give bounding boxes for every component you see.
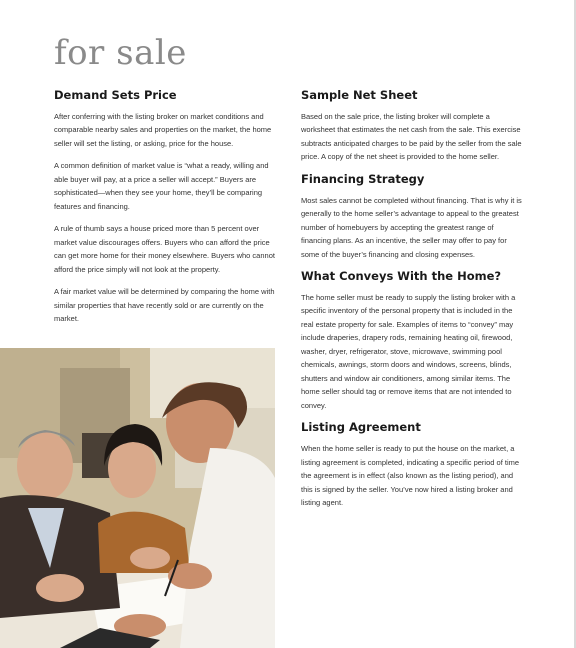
- paragraph: A fair market value will be determined by comparing the home with similar properties that have recently sold or are currently on the market.: [54, 287, 275, 324]
- left-column: [54, 89, 276, 335]
- paragraph: A rule of thumb says a house priced more than 5 percent over market value discourages offers. Buyers who can afford the price can get more home for their money elsewhere. Buyers who cannot afford the price simply will not look at the property.: [54, 224, 275, 274]
- section-sample-net-sheet: [301, 89, 523, 164]
- paragraph: A common definition of market value is “what a ready, willing and able buyer will pay, at a price a seller will accept.” Buyers are sophisticated—when they see your home, they’ll be comparing features and financing.: [54, 161, 269, 211]
- section-heading: Sample Net Sheet: [301, 88, 418, 102]
- section-listing-agreement: [301, 421, 523, 509]
- section-heading: What Conveys With the Home?: [301, 269, 502, 284]
- paragraph: Most sales cannot be completed without financing. That is why it is generally to the home seller’s advantage to appeal to the greatest number of homebuyers by accepting the greatest range of financing plans. As an incentive, the seller may offer to pay for some of the buyer’s financing and closing expenses.: [301, 195, 522, 259]
- paragraph: After conferring with the listing broker on market conditions and comparable nearby sales and properties on the market, the home seller will set the listing, or asking, price for the house.: [54, 111, 272, 148]
- section-heading: Listing Agreement: [301, 420, 421, 435]
- paragraph: Based on the sale price, the listing broker will complete a worksheet that estimates the net cash from the sale. This exercise subtracts anticipated charges to be paid by the seller from the sale price. A copy of the net sheet is provided to the home seller.: [301, 111, 522, 162]
- paragraph: When the home seller is ready to put the house on the market, a listing agreement is completed, indicating a specific period of time the agreement is in effect (also known as the listing period), and this is signed by the seller. You’ve now hired a listing broker and listing agent.: [301, 444, 520, 508]
- section-demand-sets-price: [54, 89, 276, 326]
- section-what-conveys: [301, 270, 523, 412]
- page-title: for sale: [54, 33, 187, 73]
- section-heading: Demand Sets Price: [54, 88, 177, 102]
- right-column: [301, 89, 523, 519]
- section-heading: Financing Strategy: [301, 171, 425, 186]
- paragraph: The home seller must be ready to supply the listing broker with a specific inventory of the personal property that is included in the real estate property for sale. Examples of items to “convey” may include draperies, drapery rods, remaining heating oil, firewood, washer, dryer, refrigerator, stove, microwave, swimming pool chemicals, awnings, storm doors and windows, screens, blinds, shutters and window air conditioners, among similar items. The home seller should tag or remove items that are not intended to convey.: [301, 292, 516, 410]
- section-financing-strategy: [301, 173, 523, 261]
- photo-couple-signing-agreement: [0, 348, 275, 648]
